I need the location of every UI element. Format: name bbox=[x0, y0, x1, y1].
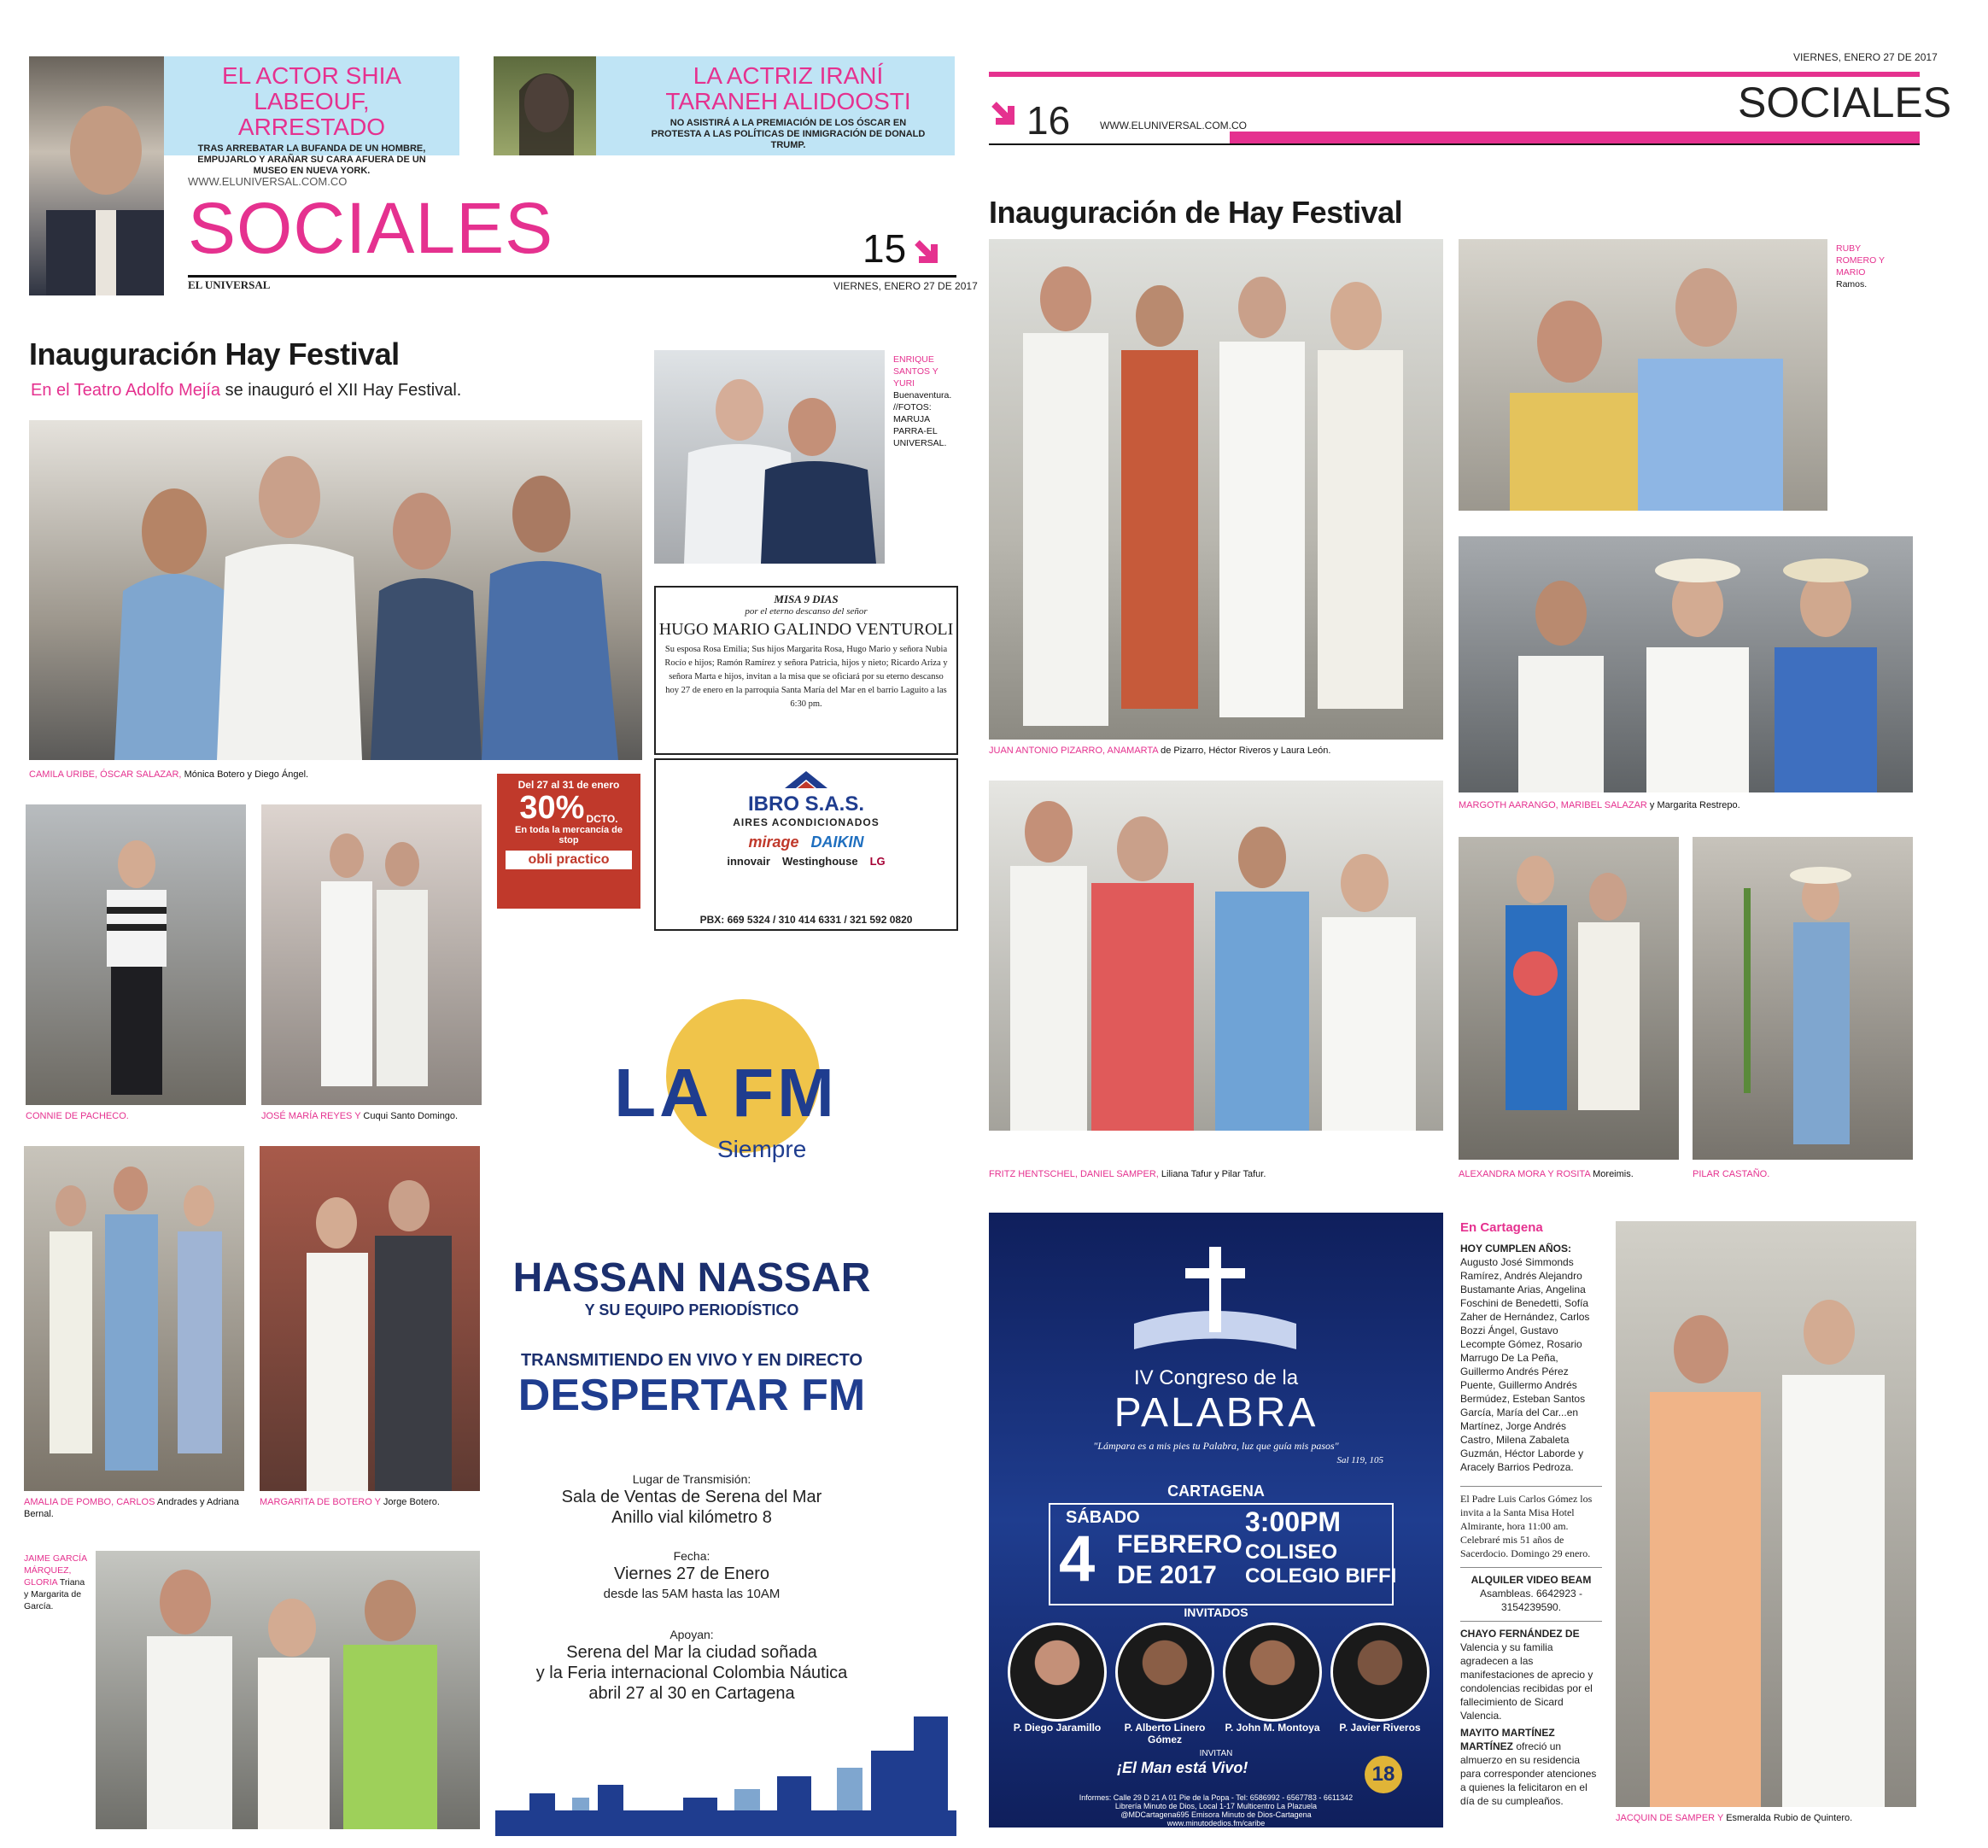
congreso-title-small: IV Congreso de la bbox=[1133, 1366, 1299, 1389]
obituary-box bbox=[654, 586, 958, 755]
subhead-venue: En el Teatro Adolfo Mejía bbox=[31, 381, 220, 400]
photo-margoth bbox=[1459, 536, 1913, 792]
lafm-pixel-decor bbox=[495, 1716, 956, 1836]
lafm-date: Viernes 27 de Enero bbox=[614, 1564, 769, 1583]
guest-photo-2 bbox=[1115, 1623, 1214, 1722]
ad-congreso-palabra[interactable] bbox=[989, 1213, 1443, 1828]
cartagena-chayo-text: Valencia y su familia agradecen a las manifestaciones de aprecio y condolencias recibidas por el fallecimiento de Sicard Valencia. bbox=[1460, 1641, 1593, 1722]
lafm-host: HASSAN NASSAR bbox=[512, 1255, 871, 1301]
photo-pilar bbox=[1693, 837, 1913, 1160]
congreso-badge: 18 bbox=[1365, 1756, 1402, 1793]
caption-juan bbox=[989, 745, 1330, 757]
section-title-right: SOCIALES bbox=[1738, 79, 1952, 126]
cartagena-video: Asambleas. 6642923 - 3154239590. bbox=[1479, 1588, 1583, 1613]
caption-amalia-rest: Andrades y Adriana Bernal. bbox=[24, 1497, 239, 1519]
caption-connie bbox=[26, 1110, 129, 1122]
caption-alexandra-rest: Moreimis. bbox=[1593, 1169, 1634, 1179]
caption-alexandra bbox=[1459, 1168, 1634, 1180]
brand-mirage: mirage bbox=[748, 833, 799, 851]
masthead-date: VIERNES, ENERO 27 DE 2017 bbox=[833, 280, 978, 292]
photo-jose-maria bbox=[261, 804, 482, 1105]
lafm-date-label: Fecha: bbox=[673, 1549, 710, 1563]
ibro-logo-icon bbox=[781, 767, 832, 792]
congreso-ref: Sal 119, 105 bbox=[1336, 1455, 1383, 1465]
congreso-day: SÁBADO bbox=[1066, 1508, 1140, 1527]
congreso-web: www.minutodedios.fm/caribe bbox=[1166, 1819, 1266, 1828]
congreso-invitan: INVITAN bbox=[1199, 1749, 1233, 1758]
ad-obli-brand: obli practico bbox=[506, 851, 632, 869]
obituary-body: Su esposa Rosa Emilia; Sus hijos Margarita Rosa, Hugo Mario y señora Nubia Rocío e hijos; Ramón Ramírez y señora Patricia, hijos y nieto; Ricardo Ariza y señora Marta e hijos, invitan a la misa que se oficiará por su eterno descanso hoy 27 de enero en la parroquia Santa María del Mar en el barrio Laguito a las 6:30 pm. bbox=[664, 645, 948, 709]
teaser-labeouf[interactable] bbox=[164, 56, 459, 176]
brand-lg: LG bbox=[869, 855, 886, 868]
masthead-date-right: VIERNES, ENERO 27 DE 2017 bbox=[1793, 51, 1938, 63]
ad-ibro[interactable] bbox=[654, 758, 958, 931]
caption-fritz-names: FRITZ HENTSCHEL, DANIEL SAMPER, bbox=[989, 1169, 1159, 1179]
guest-photo-3 bbox=[1223, 1623, 1322, 1722]
congreso-time: 3:00PM bbox=[1245, 1506, 1342, 1537]
page-arrow-icon bbox=[914, 239, 948, 273]
guest-photo-1 bbox=[1008, 1623, 1107, 1722]
obituary-title: MISA 9 DIAS bbox=[774, 593, 839, 605]
caption-jacquin-rest: Esmeralda Rubio de Quintero. bbox=[1726, 1813, 1853, 1823]
ad-obli-practico[interactable] bbox=[497, 774, 640, 909]
photo-jaime bbox=[96, 1551, 480, 1829]
caption-margarita bbox=[260, 1496, 440, 1508]
lafm-support2: y la Feria internacional Colombia Náutica bbox=[535, 1664, 848, 1682]
cartagena-chayo bbox=[1460, 1621, 1602, 1722]
congreso-verse: "Lámpara es a mis pies tu Palabra, luz que guía mis pasos" bbox=[1093, 1440, 1339, 1452]
caption-jose bbox=[261, 1110, 458, 1122]
photo-ruby-mario bbox=[1459, 239, 1827, 511]
lafm-logo: LA FM bbox=[614, 1055, 838, 1131]
caption-side bbox=[893, 354, 952, 449]
caption-ruby-names: RUBY ROMERO Y MARIO bbox=[1836, 243, 1885, 278]
left-page bbox=[0, 0, 982, 1848]
masthead-rule-right bbox=[989, 143, 1920, 145]
congreso-title-big: PALABRA bbox=[1114, 1390, 1319, 1436]
caption-amalia bbox=[24, 1496, 244, 1520]
lafm-support3: abril 27 al 30 en Cartagena bbox=[588, 1684, 795, 1703]
lafm-show: DESPERTAR FM bbox=[517, 1371, 866, 1420]
brand-westinghouse: Westinghouse bbox=[781, 855, 858, 868]
caption-side-names: ENRIQUE SANTOS Y YURI bbox=[893, 354, 938, 389]
cartagena-column bbox=[1460, 1221, 1602, 1808]
cartagena-title: En Cartagena bbox=[1460, 1220, 1543, 1235]
cartagena-mayito-text: ofreció un almuerzo en su residencia para corresponder atenciones a quienes la felicitaron en el día de su cumpleaños. bbox=[1460, 1740, 1597, 1807]
cartagena-cumple-label: HOY CUMPLEN AÑOS: bbox=[1460, 1243, 1572, 1254]
caption-side-rest: Buenaventura. //FOTOS: MARUJA PARRA-EL UNIVERSAL. bbox=[893, 390, 952, 448]
lafm-hours: desde las 5AM hasta las 10AM bbox=[603, 1587, 781, 1601]
caption-ruby bbox=[1836, 243, 1896, 290]
teaser-labeouf-title: EL ACTOR SHIA LABEOUF, ARRESTADO bbox=[221, 62, 402, 140]
top-pink-rule bbox=[989, 72, 1920, 77]
congreso-city: CARTAGENA bbox=[1167, 1482, 1265, 1500]
photo-enrique-yuri bbox=[654, 350, 885, 564]
guest-name-3: P. John M. Montoya bbox=[1225, 1722, 1320, 1734]
cartagena-mayito-label: MAYITO MARTÍNEZ MARTÍNEZ bbox=[1460, 1727, 1555, 1752]
caption-pilar-names: PILAR CASTAÑO. bbox=[1693, 1169, 1770, 1179]
ad-obli-percent: 30% bbox=[519, 790, 585, 826]
right-page bbox=[982, 0, 1988, 1848]
caption-main-names: CAMILA URIBE, ÓSCAR SALAZAR, bbox=[29, 769, 182, 780]
teaser-labeouf-text: TRAS ARREBATAR LA BUFANDA DE UN HOMBRE, EMPUJARLO Y ARAÑAR SU CARA AFUERA DE UN MUSEO EN NUEVA YORK. bbox=[197, 143, 426, 176]
teaser-alidoosti[interactable] bbox=[596, 56, 955, 155]
obituary-intro: por el eterno descanso del señor bbox=[745, 606, 868, 617]
caption-jaime bbox=[24, 1553, 87, 1612]
headline: Inauguración Hay Festival bbox=[29, 336, 400, 371]
lafm-live: TRANSMITIENDO EN VIVO Y EN DIRECTO bbox=[520, 1351, 863, 1370]
photo-fritz bbox=[989, 781, 1443, 1131]
page-number: 15 bbox=[862, 226, 907, 271]
caption-margarita-names: MARGARITA DE BOTERO Y bbox=[260, 1497, 381, 1507]
guest-name-2: P. Alberto Linero Gómez bbox=[1124, 1722, 1206, 1746]
obituary-name: HUGO MARIO GALINDO VENTUROLI bbox=[658, 620, 954, 639]
congreso-place1: COLISEO bbox=[1245, 1541, 1338, 1564]
congreso-info2: Librería Minuto de Dios, Local 1-17 Multicentro La Plazuela bbox=[1114, 1802, 1318, 1810]
caption-jaime-rest: Triana y Margarita de García. bbox=[24, 1577, 85, 1611]
teaser-alidoosti-text: NO ASISTIRÁ A LA PREMIACIÓN DE LOS ÓSCAR EN PROTESTA A LAS POLÍTICAS DE INMIGRACIÓN DE DONALD TRUMP. bbox=[651, 118, 926, 150]
congreso-place2: COLEGIO BIFFI bbox=[1245, 1564, 1397, 1588]
caption-ruby-rest: Ramos. bbox=[1836, 279, 1868, 289]
guest-photo-4 bbox=[1330, 1623, 1430, 1722]
masthead-rule bbox=[188, 275, 956, 278]
photo-amalia bbox=[24, 1146, 244, 1491]
guest-name-1: P. Diego Jaramillo bbox=[1013, 1722, 1102, 1734]
masthead-pink-bar bbox=[1230, 132, 1920, 143]
masthead-url: WWW.ELUNIVERSAL.COM.CO bbox=[188, 175, 348, 188]
photo-main-group bbox=[29, 420, 642, 760]
teaser-photo-alidoosti bbox=[494, 56, 596, 155]
cartagena-chayo-label: CHAYO FERNÁNDEZ DE bbox=[1460, 1628, 1580, 1640]
ad-la-fm[interactable] bbox=[495, 982, 956, 1836]
cartagena-cumple-text: Augusto José Simmonds Ramírez, Andrés Alejandro Bustamante Arias, Angelina Foschini de Benedetti, Sofía Zaher de Hernández, Carlos Bozzi Ángel, Gustavo Lecompte Gómez, Rosario Marrugo De La Peña, Guillermo Andrés Pérez Puente, Guillermo Andrés Bermúdez, Esteban Santos García, María del Car...en Martínez, Jorge Andrés Castro, Milena Zabaleta Guzmán, Héctor Laborde y Aracely Barrios Pedroza. bbox=[1460, 1256, 1590, 1473]
lafm-support-label: Apoyan: bbox=[669, 1628, 714, 1641]
ad-ibro-sub: AIRES ACONDICIONADOS bbox=[733, 816, 880, 828]
guest-name-4: P. Javier Riveros bbox=[1339, 1722, 1421, 1734]
cartagena-padre: El Padre Luis Carlos Gómez los invita a la Santa Misa Hotel Almirante, hora 11:00 am. Celebraré mis 51 años de Sacerdocio. Domingo 29 enero. bbox=[1460, 1486, 1602, 1560]
cartagena-mayito bbox=[1460, 1726, 1602, 1808]
caption-margoth-rest: y Margarita Restrepo. bbox=[1649, 800, 1740, 810]
photo-margarita bbox=[260, 1146, 480, 1491]
photo-jacquin bbox=[1616, 1221, 1916, 1807]
congreso-sponsor: ¡El Man está Vivo! bbox=[1117, 1759, 1248, 1776]
caption-fritz-rest: Liliana Tafur y Pilar Tafur. bbox=[1161, 1169, 1266, 1179]
lafm-place2: Anillo vial kilómetro 8 bbox=[611, 1508, 772, 1527]
caption-alexandra-names: ALEXANDRA MORA Y ROSITA bbox=[1459, 1169, 1591, 1179]
cartagena-video-label: ALQUILER VIDEO BEAM bbox=[1460, 1567, 1602, 1587]
lafm-support1: Serena del Mar la ciudad soñada bbox=[566, 1643, 817, 1662]
ad-obli-dates: Del 27 al 31 de enero bbox=[517, 779, 620, 791]
lafm-host-sub: Y SU EQUIPO PERIODÍSTICO bbox=[584, 1301, 799, 1319]
caption-jose-names: JOSÉ MARÍA REYES Y bbox=[261, 1111, 361, 1121]
page-arrow-right-icon bbox=[991, 101, 1025, 135]
teaser-photo-labeouf bbox=[29, 56, 164, 295]
caption-juan-names: JUAN ANTONIO PIZARRO, ANAMARTA bbox=[989, 746, 1159, 756]
bible-cross-icon bbox=[1126, 1247, 1305, 1358]
lafm-tag: Siempre bbox=[717, 1136, 807, 1162]
brand-innovair: innovair bbox=[727, 855, 770, 868]
masthead-url-right: WWW.ELUNIVERSAL.COM.CO bbox=[1100, 120, 1248, 132]
caption-pilar bbox=[1693, 1168, 1769, 1180]
congreso-social: @MDCartagena695 Emisora Minuto de Dios-Cartagena bbox=[1120, 1810, 1312, 1819]
caption-connie-names: CONNIE DE PACHECO. bbox=[26, 1111, 129, 1121]
caption-margoth-names: MARGOTH AARANGO, MARIBEL SALAZAR bbox=[1459, 800, 1647, 810]
subhead bbox=[31, 381, 461, 401]
section-title: SOCIALES bbox=[188, 188, 554, 268]
lafm-place-label: Lugar de Transmisión: bbox=[632, 1472, 751, 1486]
ad-obli-dcto: DCTO. bbox=[586, 813, 618, 825]
brand-daikin: DAIKIN bbox=[810, 833, 864, 851]
ad-ibro-phone: PBX: 669 5324 / 310 414 6331 / 321 592 0820 bbox=[699, 914, 913, 926]
caption-margarita-rest: Jorge Botero. bbox=[383, 1497, 440, 1507]
caption-amalia-names: AMALIA DE POMBO, CARLOS bbox=[24, 1497, 155, 1507]
subhead-text: se inauguró el XII Hay Festival. bbox=[225, 381, 462, 400]
headline-right: Inauguración de Hay Festival bbox=[989, 195, 1403, 230]
congreso-guests-label: INVITADOS bbox=[1184, 1605, 1248, 1619]
cartagena-cumple bbox=[1460, 1242, 1602, 1474]
caption-jacquin bbox=[1616, 1812, 1852, 1824]
photo-juan-antonio bbox=[989, 239, 1443, 740]
caption-jose-rest: Cuqui Santo Domingo. bbox=[363, 1111, 459, 1121]
caption-fritz bbox=[989, 1168, 1266, 1180]
congreso-info: Informes: Calle 29 D 21 A 01 Pie de la Popa - Tel: 6586992 - 6567783 - 6611342 bbox=[1079, 1793, 1354, 1802]
ad-obli-line: En toda la mercancía de stop bbox=[515, 825, 623, 845]
congreso-year: DE 2017 bbox=[1117, 1561, 1217, 1589]
congreso-month: FEBRERO bbox=[1117, 1530, 1242, 1559]
teaser-alidoosti-title: LA ACTRIZ IRANÍ TARANEH ALIDOOSTI bbox=[665, 62, 911, 114]
photo-alexandra bbox=[1459, 837, 1679, 1160]
caption-jaime-names: JAIME GARCÍA MÁRQUEZ, GLORIA bbox=[24, 1553, 87, 1588]
caption-main-rest: Mónica Botero y Diego Ángel. bbox=[184, 769, 309, 780]
page-number-right: 16 bbox=[1026, 98, 1071, 143]
caption-margoth bbox=[1459, 799, 1740, 811]
caption-juan-rest: de Pizarro, Héctor Riveros y Laura León. bbox=[1161, 746, 1331, 756]
ad-ibro-name: IBRO S.A.S. bbox=[747, 792, 865, 816]
photo-connie bbox=[26, 804, 246, 1105]
lafm-place: Sala de Ventas de Serena del Mar bbox=[561, 1488, 822, 1506]
paper-name: EL UNIVERSAL bbox=[188, 278, 271, 291]
congreso-num: 4 bbox=[1059, 1523, 1096, 1595]
caption-jacquin-names: JACQUIN DE SAMPER Y bbox=[1616, 1813, 1724, 1823]
